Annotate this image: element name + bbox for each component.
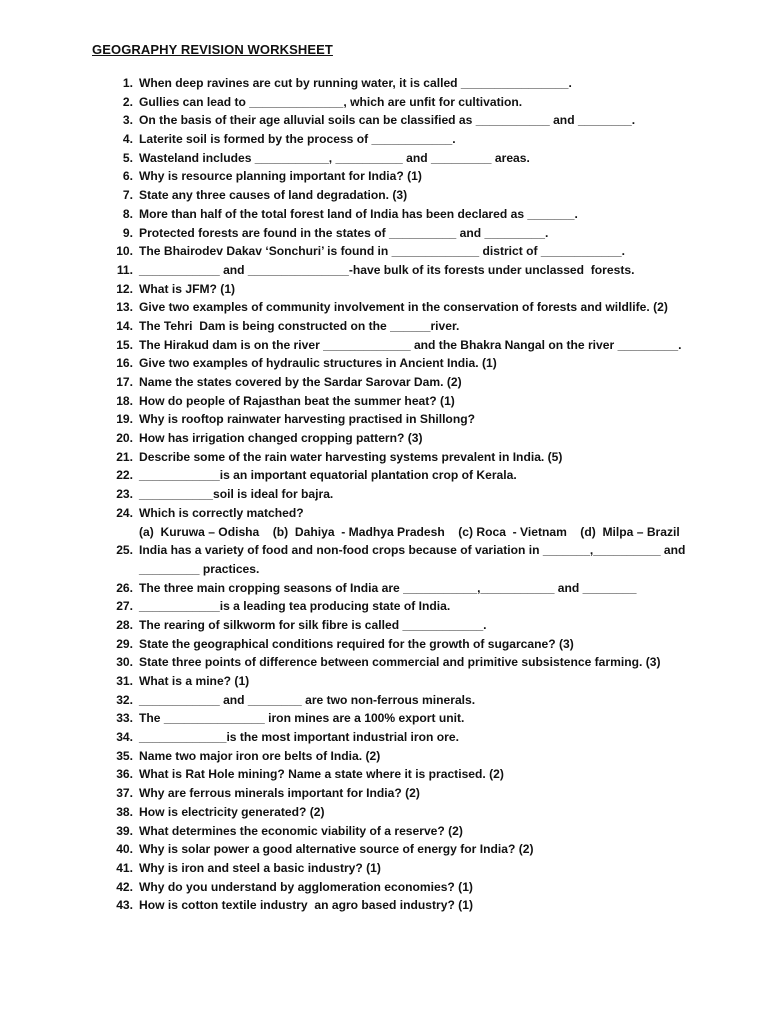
question-item [0,803,768,822]
question-number: 34. [116,730,133,745]
worksheet-title: GEOGRAPHY REVISION WORKSHEET [92,42,333,57]
question-text: Protected forests are found in the states of __________ and _________. [139,225,549,240]
question-item [0,429,768,448]
question-item [0,280,768,299]
question-text: ____________ and ________ are two non-ferrous minerals. [139,692,476,707]
question-item [0,896,768,915]
question-item [0,840,768,859]
question-number: 8. [122,206,133,221]
question-item [0,93,768,112]
question-text: Why is solar power a good alternative source of energy for India? (2) [139,842,534,857]
question-text: What is Rat Hole mining? Name a state where it is practised. (2) [139,767,504,782]
question-item [0,149,768,168]
question-text: What is a mine? (1) [139,674,250,689]
question-item [0,130,768,149]
question-item [0,691,768,710]
question-text: Wasteland includes ___________, __________ and _________ areas. [139,150,530,165]
question-item [0,784,768,803]
question-number: 37. [116,786,133,801]
question-text: Give two examples of community involvement in the conservation of forests and wildlife. (2) [139,300,668,315]
question-text: How has irrigation changed cropping pattern? (3) [139,431,423,446]
question-item [0,373,768,392]
question-number: 38. [116,804,133,819]
question-text: When deep ravines are cut by running water, it is called ________________. [139,76,572,90]
question-text: Why is rooftop rainwater harvesting practised in Shillong? [139,412,475,427]
question-text: Give two examples of hydraulic structures in Ancient India. (1) [139,356,497,371]
question-item [0,709,768,728]
question-text: India has a variety of food and non-food crops because of variation in _______,__________ and [139,543,686,558]
question-number: 9. [122,225,133,240]
question-item [0,167,768,186]
question-item [0,224,768,243]
question-item [0,672,768,691]
question-text: Which is correctly matched? [139,505,304,520]
question-text: How is cotton textile industry an agro based industry? (1) [139,898,473,913]
question-text: _____________is the most important industrial iron ore. [139,730,459,745]
question-item [0,859,768,878]
question-text: More than half of the total forest land of India has been declared as _______. [139,206,578,221]
question-number: 35. [116,748,133,763]
question-item [0,354,768,373]
question-number: 30. [116,655,133,670]
question-number: 25. [116,543,133,558]
question-list [0,74,768,915]
match-options-text: (a) Kuruwa – Odisha (b) Dahiya - Madhya Pradesh (c) Roca - Vietnam (d) Milpa – Brazil [139,524,680,539]
question-number: 16. [116,356,133,371]
question-number: 42. [116,879,133,894]
question-item [0,317,768,336]
question-number: 39. [116,823,133,838]
question-number: 29. [116,636,133,651]
question-item [0,728,768,747]
question-item [0,466,768,485]
question-number: 10. [116,244,133,259]
question-text: What is JFM? (1) [139,281,236,296]
question-item [0,765,768,784]
question-number: 3. [122,113,133,128]
question-number: 24. [116,505,133,520]
question-text: The Bhairodev Dakav ‘Sonchuri’ is found in _____________ district of ____________. [139,244,625,259]
question-text: What determines the economic viability of a reserve? (2) [139,823,463,838]
question-text: Why is resource planning important for India? (1) [139,169,422,184]
question-number: 7. [122,188,133,203]
question-text: The rearing of silkworm for silk fibre is called ____________. [139,617,487,632]
question-text: On the basis of their age alluvial soils can be classified as ___________ and ________. [139,113,636,128]
question-text: State the geographical conditions required for the growth of sugarcane? (3) [139,636,574,651]
question-number: 40. [116,842,133,857]
question-text: Laterite soil is formed by the process of ____________. [139,132,456,147]
question-text: ___________soil is ideal for bajra. [139,487,334,502]
question-text: ____________is an important equatorial plantation crop of Kerala. [139,468,517,483]
question-text: How is electricity generated? (2) [139,804,325,819]
question-item [0,541,768,578]
question-number: 14. [116,318,133,333]
question-text-continued: _________ practices. [139,561,260,576]
question-number: 5. [122,150,133,165]
question-item [0,597,768,616]
question-number: 41. [116,860,133,875]
question-item [0,298,768,317]
question-number: 26. [116,580,133,595]
question-text: State any three causes of land degradation. (3) [139,188,408,203]
question-item [0,261,768,280]
question-item [0,822,768,841]
question-item [0,485,768,504]
question-item [0,74,768,93]
question-number: 23. [116,487,133,502]
question-text: Why do you understand by agglomeration economies? (1) [139,879,473,894]
question-number: 32. [116,692,133,707]
question-text: How do people of Rajasthan beat the summer heat? (1) [139,393,455,408]
question-number: 11. [116,262,133,277]
question-number: 18. [116,393,133,408]
question-number: 20. [116,431,133,446]
question-text: Name the states covered by the Sardar Sarovar Dam. (2) [139,375,462,389]
question-number: 17. [116,375,133,389]
question-text: ____________is a leading tea producing state of India. [139,599,451,614]
question-item [0,504,768,523]
question-item [0,205,768,224]
question-number: 28. [116,617,133,632]
question-item [0,186,768,205]
question-number: 6. [122,169,133,184]
question-number: 33. [116,711,133,726]
question-number: 27. [116,599,133,614]
question-text: Gullies can lead to ______________, which are unfit for cultivation. [139,94,523,109]
question-text: ____________ and _______________-have bulk of its forests under unclassed forests. [139,262,635,277]
question-item [0,111,768,130]
question-text: Name two major iron ore belts of India. (2) [139,748,381,763]
question-item [0,616,768,635]
question-item [0,747,768,766]
question-number: 1. [122,76,133,90]
question-text: Why is iron and steel a basic industry? (1) [139,860,381,875]
question-item [0,242,768,261]
question-number: 19. [116,412,133,427]
question-item [0,878,768,897]
question-item [0,392,768,411]
question-item [0,410,768,429]
question-text: The Hirakud dam is on the river _____________ and the Bhakra Nangal on the river _________. [139,337,682,352]
question-text: The Tehri Dam is being constructed on the ______river. [139,318,460,333]
question-text: The three main cropping seasons of India are ___________,___________ and ________ [139,580,637,595]
question-item [0,336,768,355]
question-item [0,448,768,467]
question-item [0,579,768,598]
question-text: Describe some of the rain water harvesting systems prevalent in India. (5) [139,449,563,464]
question-number: 2. [122,94,133,109]
question-number: 4. [122,132,133,147]
question-number: 31. [116,674,133,689]
question-text: Why are ferrous minerals important for India? (2) [139,786,420,801]
question-number: 22. [116,468,133,483]
question-number: 15. [116,337,133,352]
question-item [0,635,768,654]
question-number: 21. [116,449,133,464]
question-text: The _______________ iron mines are a 100% export unit. [139,711,465,726]
match-options [0,523,768,542]
question-number: 36. [116,767,133,782]
question-text: State three points of difference between commercial and primitive subsistence farming. (3) [139,655,661,670]
question-number: 13. [116,300,133,315]
question-item [0,653,768,672]
question-number: 43. [116,898,133,913]
question-number: 12. [116,281,133,296]
